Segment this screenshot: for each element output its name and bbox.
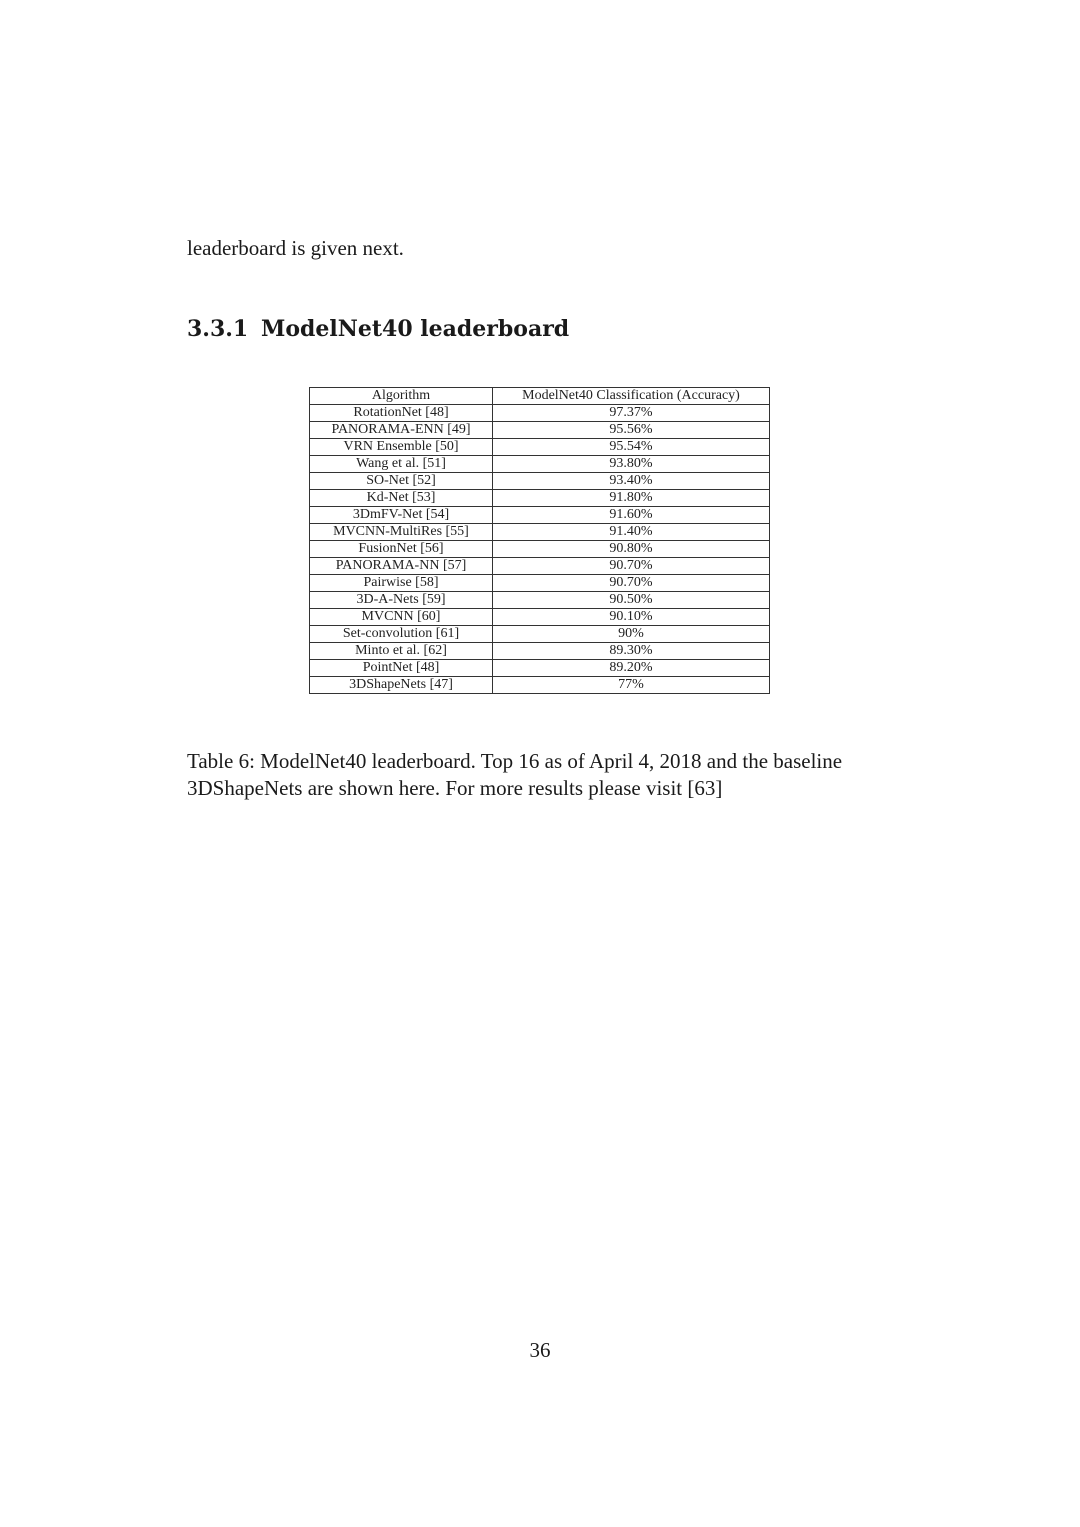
- section-heading: [187, 316, 569, 342]
- intro-paragraph: leaderboard is given next.: [187, 236, 404, 260]
- table-row: [310, 490, 770, 507]
- accuracy-cell: 93.40%: [493, 473, 770, 490]
- table-row: [310, 558, 770, 575]
- leaderboard-table: [309, 387, 770, 694]
- table-row: [310, 524, 770, 541]
- accuracy-cell: 90.70%: [493, 558, 770, 575]
- algorithm-cell: Minto et al. [62]: [310, 643, 493, 660]
- table-row: [310, 575, 770, 592]
- table-row: [310, 660, 770, 677]
- algorithm-cell: Pairwise [58]: [310, 575, 493, 592]
- table-row: [310, 541, 770, 558]
- table-row: [310, 609, 770, 626]
- caption-text: ModelNet40 leaderboard. Top 16 as of April 4, 2018 and the baseline 3DShapeNets are shown here. For more results please visit [63]: [187, 749, 843, 800]
- accuracy-cell: 90%: [493, 626, 770, 643]
- table-header-row: [310, 388, 770, 405]
- table-row: [310, 422, 770, 439]
- accuracy-cell: 89.30%: [493, 643, 770, 660]
- algorithm-cell: PANORAMA-NN [57]: [310, 558, 493, 575]
- algorithm-cell: PointNet [48]: [310, 660, 493, 677]
- algorithm-cell: MVCNN [60]: [310, 609, 493, 626]
- accuracy-cell: 90.70%: [493, 575, 770, 592]
- accuracy-cell: 90.80%: [493, 541, 770, 558]
- table-row: [310, 439, 770, 456]
- accuracy-cell: 77%: [493, 677, 770, 694]
- accuracy-cell: 89.20%: [493, 660, 770, 677]
- column-header-accuracy: ModelNet40 Classification (Accuracy): [493, 388, 770, 405]
- accuracy-cell: 91.40%: [493, 524, 770, 541]
- algorithm-cell: RotationNet [48]: [310, 405, 493, 422]
- algorithm-cell: VRN Ensemble [50]: [310, 439, 493, 456]
- accuracy-cell: 95.56%: [493, 422, 770, 439]
- table-row: [310, 507, 770, 524]
- accuracy-cell: 91.60%: [493, 507, 770, 524]
- table-row: [310, 473, 770, 490]
- algorithm-cell: SO-Net [52]: [310, 473, 493, 490]
- algorithm-cell: PANORAMA-ENN [49]: [310, 422, 493, 439]
- caption-label: Table 6:: [187, 749, 255, 773]
- algorithm-cell: 3DmFV-Net [54]: [310, 507, 493, 524]
- algorithm-cell: FusionNet [56]: [310, 541, 493, 558]
- table-row: [310, 643, 770, 660]
- table-row: [310, 626, 770, 643]
- accuracy-cell: 93.80%: [493, 456, 770, 473]
- accuracy-cell: 90.10%: [493, 609, 770, 626]
- algorithm-cell: 3D-A-Nets [59]: [310, 592, 493, 609]
- table-row: [310, 405, 770, 422]
- algorithm-cell: Wang et al. [51]: [310, 456, 493, 473]
- accuracy-cell: 91.80%: [493, 490, 770, 507]
- algorithm-cell: Set-convolution [61]: [310, 626, 493, 643]
- column-header-algorithm: Algorithm: [310, 388, 493, 405]
- table-row: [310, 677, 770, 694]
- accuracy-cell: 97.37%: [493, 405, 770, 422]
- algorithm-cell: Kd-Net [53]: [310, 490, 493, 507]
- table-body: [310, 405, 770, 694]
- accuracy-cell: 90.50%: [493, 592, 770, 609]
- page-number: 36: [529, 1338, 551, 1362]
- section-title: ModelNet40 leaderboard: [261, 316, 570, 342]
- algorithm-cell: 3DShapeNets [47]: [310, 677, 493, 694]
- table-row: [310, 456, 770, 473]
- table-row: [310, 592, 770, 609]
- section-number: 3.3.1: [187, 316, 249, 342]
- table-caption: [187, 748, 907, 802]
- accuracy-cell: 95.54%: [493, 439, 770, 456]
- algorithm-cell: MVCNN-MultiRes [55]: [310, 524, 493, 541]
